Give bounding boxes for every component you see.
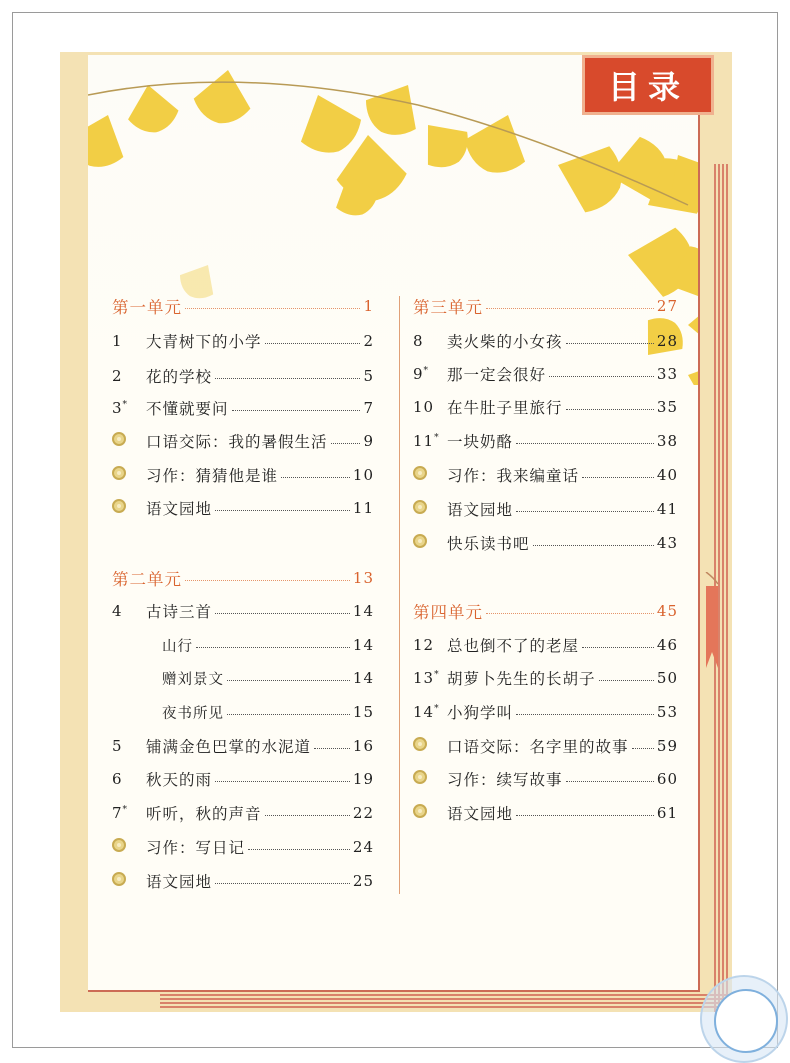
dot-leader bbox=[215, 883, 350, 884]
toc-entry bbox=[413, 329, 678, 353]
bullet-icon bbox=[413, 804, 447, 822]
bullet-icon bbox=[413, 466, 447, 484]
page-number: 25 bbox=[352, 872, 374, 890]
toc-entry bbox=[413, 801, 678, 825]
toc-unit-heading bbox=[112, 294, 374, 318]
toc-entry bbox=[162, 666, 374, 690]
dot-leader bbox=[599, 680, 654, 681]
dot-leader bbox=[196, 647, 350, 648]
entry-title: 语文园地 bbox=[146, 500, 213, 518]
toc-entry bbox=[413, 767, 678, 791]
toc-entry bbox=[112, 869, 374, 893]
toc-unit-heading bbox=[112, 566, 374, 590]
page-number: 13 bbox=[352, 569, 374, 587]
toc-entry bbox=[413, 463, 678, 487]
entry-title: 大青树下的小学 bbox=[146, 333, 262, 351]
page-number: 28 bbox=[656, 332, 678, 350]
page-number: 38 bbox=[656, 432, 678, 450]
entry-number: 2 bbox=[112, 367, 123, 385]
entry-title: 快乐读书吧 bbox=[447, 535, 530, 553]
page-number: 35 bbox=[656, 398, 678, 416]
entry-title: 秋天的雨 bbox=[146, 771, 213, 789]
bullet-icon bbox=[413, 534, 447, 552]
toc-unit-heading bbox=[413, 294, 678, 318]
entry-title: 在牛肚子里旅行 bbox=[447, 399, 563, 417]
dot-leader bbox=[516, 815, 654, 816]
page-number: 1 bbox=[363, 297, 374, 315]
dot-leader bbox=[265, 343, 361, 344]
dot-leader bbox=[227, 680, 350, 681]
entry-number: 4 bbox=[112, 602, 123, 620]
dot-leader bbox=[516, 511, 654, 512]
toc-entry bbox=[112, 734, 374, 758]
entry-number: 1 bbox=[112, 332, 123, 350]
toc-entry bbox=[413, 700, 678, 724]
toc-entry bbox=[413, 633, 678, 657]
toc-entry bbox=[112, 767, 374, 791]
dot-leader bbox=[215, 510, 350, 511]
entry-title: 习作：猜猜他是谁 bbox=[146, 467, 279, 485]
page-number: 24 bbox=[352, 838, 374, 856]
toc-entry bbox=[112, 496, 374, 520]
dot-leader bbox=[516, 443, 654, 444]
dot-leader bbox=[265, 815, 350, 816]
entry-title: 听听，秋的声音 bbox=[146, 805, 262, 823]
dot-leader bbox=[566, 343, 654, 344]
dot-leader bbox=[516, 714, 654, 715]
dot-leader bbox=[486, 308, 654, 309]
dot-leader bbox=[215, 781, 350, 782]
dot-leader bbox=[281, 477, 350, 478]
entry-title: 不懂就要问 bbox=[146, 400, 229, 418]
entry-title: 第三单元 bbox=[413, 298, 483, 317]
entry-number: 11* bbox=[413, 432, 440, 450]
entry-title: 铺满金色巴掌的水泥道 bbox=[146, 738, 312, 756]
entry-number: 13* bbox=[413, 669, 440, 687]
bullet-icon bbox=[413, 770, 447, 788]
dot-leader bbox=[314, 748, 350, 749]
entry-title: 习作：我来编童话 bbox=[447, 467, 580, 485]
page-number: 15 bbox=[352, 703, 374, 721]
dot-leader bbox=[185, 580, 350, 581]
page-number: 5 bbox=[363, 367, 374, 385]
entry-title: 习作：续写故事 bbox=[447, 771, 563, 789]
page-number: 61 bbox=[656, 804, 678, 822]
page-number: 27 bbox=[656, 297, 678, 315]
dot-leader bbox=[486, 613, 654, 614]
page-number: 46 bbox=[656, 636, 678, 654]
toc-entry bbox=[112, 329, 374, 353]
page-number: 14 bbox=[352, 636, 374, 654]
page-number: 33 bbox=[656, 365, 678, 383]
entry-title: 第四单元 bbox=[413, 603, 483, 622]
entry-number: 12 bbox=[413, 636, 435, 654]
page-number: 11 bbox=[352, 499, 374, 517]
page-number: 14 bbox=[352, 602, 374, 620]
entry-title: 口语交际：名字里的故事 bbox=[447, 738, 629, 756]
toc-entry bbox=[112, 364, 374, 388]
bullet-icon bbox=[112, 432, 146, 450]
toc-entry bbox=[112, 396, 374, 420]
entry-title: 花的学校 bbox=[146, 368, 213, 386]
toc-entry bbox=[112, 801, 374, 825]
entry-title: 那一定会很好 bbox=[447, 366, 547, 384]
dot-leader bbox=[248, 849, 350, 850]
dot-leader bbox=[549, 376, 654, 377]
toc-entry bbox=[112, 835, 374, 859]
entry-number: 7* bbox=[112, 804, 129, 822]
toc-entry bbox=[413, 362, 678, 386]
toc-entry bbox=[162, 633, 374, 657]
entry-number: 6 bbox=[112, 770, 123, 788]
entry-title: 胡萝卜先生的长胡子 bbox=[447, 670, 596, 688]
entry-number: 5 bbox=[112, 737, 123, 755]
dot-leader bbox=[582, 477, 654, 478]
page-number: 45 bbox=[656, 602, 678, 620]
library-stamp-logo bbox=[700, 975, 788, 1063]
toc-entry bbox=[112, 429, 374, 453]
entry-number: 8 bbox=[413, 332, 424, 350]
dot-leader bbox=[227, 714, 350, 715]
entry-title: 总也倒不了的老屋 bbox=[447, 637, 580, 655]
entry-title: 第一单元 bbox=[112, 298, 182, 317]
dot-leader bbox=[632, 748, 654, 749]
page-number: 16 bbox=[352, 737, 374, 755]
dot-leader bbox=[215, 378, 360, 379]
toc-entry bbox=[413, 395, 678, 419]
toc-entry bbox=[413, 734, 678, 758]
toc-entry bbox=[112, 463, 374, 487]
page-number: 50 bbox=[656, 669, 678, 687]
entry-title: 一块奶酪 bbox=[447, 433, 514, 451]
entry-number: 3* bbox=[112, 399, 129, 417]
dot-leader bbox=[185, 308, 360, 309]
bookmark-ribbon bbox=[704, 572, 720, 672]
entry-number: 14* bbox=[413, 703, 440, 721]
page-number: 22 bbox=[352, 804, 374, 822]
page-number: 41 bbox=[656, 500, 678, 518]
page-number: 60 bbox=[656, 770, 678, 788]
entry-title: 小狗学叫 bbox=[447, 704, 514, 722]
page-number: 19 bbox=[352, 770, 374, 788]
toc-unit-heading bbox=[413, 599, 678, 623]
bullet-icon bbox=[112, 466, 146, 484]
bullet-icon bbox=[413, 500, 447, 518]
toc-entry bbox=[413, 666, 678, 690]
entry-number: 9* bbox=[413, 365, 430, 383]
page-number: 14 bbox=[352, 669, 374, 687]
bullet-icon bbox=[112, 499, 146, 517]
column-divider bbox=[399, 296, 400, 894]
dot-leader bbox=[566, 781, 654, 782]
entry-title: 语文园地 bbox=[146, 873, 213, 891]
page-number: 53 bbox=[656, 703, 678, 721]
entry-title: 赠刘景文 bbox=[162, 671, 224, 688]
entry-title: 山行 bbox=[162, 638, 193, 655]
page-number: 59 bbox=[656, 737, 678, 755]
toc-entry bbox=[112, 599, 374, 623]
entry-title: 第二单元 bbox=[112, 570, 182, 589]
entry-number: 10 bbox=[413, 398, 435, 416]
entry-title: 夜书所见 bbox=[162, 705, 224, 722]
page-number: 40 bbox=[656, 466, 678, 484]
bullet-icon bbox=[112, 872, 146, 890]
bullet-icon bbox=[413, 737, 447, 755]
page-number: 10 bbox=[352, 466, 374, 484]
dot-leader bbox=[215, 613, 350, 614]
page-number: 7 bbox=[363, 399, 374, 417]
entry-title: 古诗三首 bbox=[146, 603, 213, 621]
toc-entry bbox=[413, 429, 678, 453]
toc-entry bbox=[413, 497, 678, 521]
page-number: 43 bbox=[656, 534, 678, 552]
dot-leader bbox=[331, 443, 361, 444]
entry-title: 语文园地 bbox=[447, 501, 514, 519]
bullet-icon bbox=[112, 838, 146, 856]
entry-title: 习作：写日记 bbox=[146, 839, 246, 857]
toc-entry bbox=[413, 531, 678, 555]
toc-entry bbox=[162, 700, 374, 724]
dot-leader bbox=[232, 410, 361, 411]
page-number: 2 bbox=[363, 332, 374, 350]
entry-title: 卖火柴的小女孩 bbox=[447, 333, 563, 351]
dot-leader bbox=[582, 647, 654, 648]
dot-leader bbox=[566, 409, 654, 410]
toc-title: 目录 bbox=[582, 55, 714, 115]
page-number: 9 bbox=[363, 432, 374, 450]
entry-title: 口语交际：我的暑假生活 bbox=[146, 433, 328, 451]
entry-title: 语文园地 bbox=[447, 805, 514, 823]
dot-leader bbox=[533, 545, 654, 546]
